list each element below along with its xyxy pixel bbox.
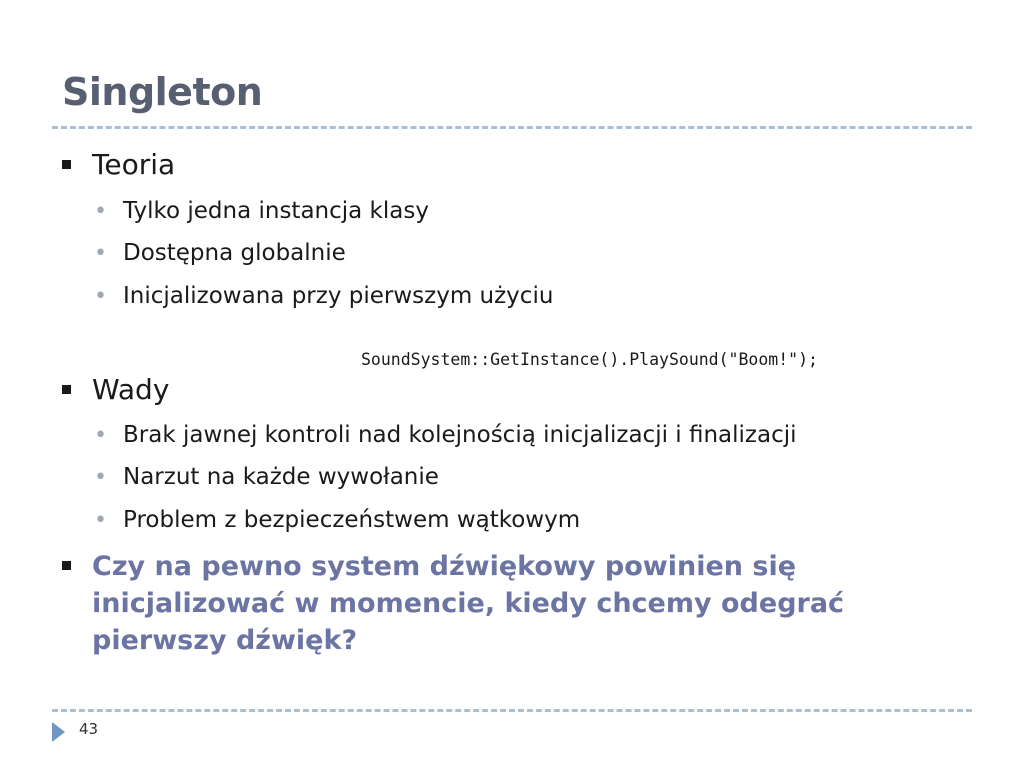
dot-bullet-icon — [94, 506, 123, 535]
dot-bullet-icon — [94, 282, 123, 311]
slide-title: Singleton — [62, 70, 263, 114]
sub-bullet-text: Problem z bezpieczeństwem wątkowym — [123, 507, 581, 533]
title-divider — [52, 126, 972, 129]
sub-bullet-text: Brak jawnej kontroli nad kolejnością inicjalizacji i finalizacji — [123, 422, 797, 448]
sub-bullet — [94, 506, 580, 535]
sub-bullet-text: Inicjalizowana przy pierwszym użyciu — [123, 283, 554, 309]
sub-bullet — [94, 239, 346, 268]
code-sample: SoundSystem::GetInstance().PlaySound("Boom!"); — [361, 350, 818, 369]
sub-bullet — [94, 463, 439, 492]
bullet-teoria — [62, 149, 175, 181]
triangle-arrow-icon — [52, 722, 65, 742]
question-text: Czy na pewno system dźwiękowy powinien się inicjalizować w momencie, kiedy chcemy odegrać pierwszy dźwięk? — [92, 551, 845, 656]
footer-divider — [52, 709, 972, 712]
square-bullet-icon — [62, 548, 92, 574]
sub-bullet-text: Narzut na każde wywołanie — [123, 464, 439, 490]
bullet-wady — [62, 374, 169, 406]
dot-bullet-icon — [94, 239, 123, 268]
square-bullet-icon — [62, 374, 92, 406]
dot-bullet-icon — [94, 463, 123, 492]
page-number: 43 — [79, 720, 99, 738]
sub-bullet — [94, 282, 553, 311]
sub-bullet-text: Tylko jedna instancja klasy — [123, 198, 429, 224]
sub-bullet — [94, 421, 797, 450]
square-bullet-icon — [62, 149, 92, 181]
dot-bullet-icon — [94, 421, 123, 450]
dot-bullet-icon — [94, 197, 123, 226]
section-heading: Wady — [92, 373, 170, 406]
sub-bullet — [94, 197, 429, 226]
question-bullet — [62, 548, 892, 659]
sub-bullet-text: Dostępna globalnie — [123, 240, 346, 266]
section-heading: Teoria — [92, 148, 176, 181]
